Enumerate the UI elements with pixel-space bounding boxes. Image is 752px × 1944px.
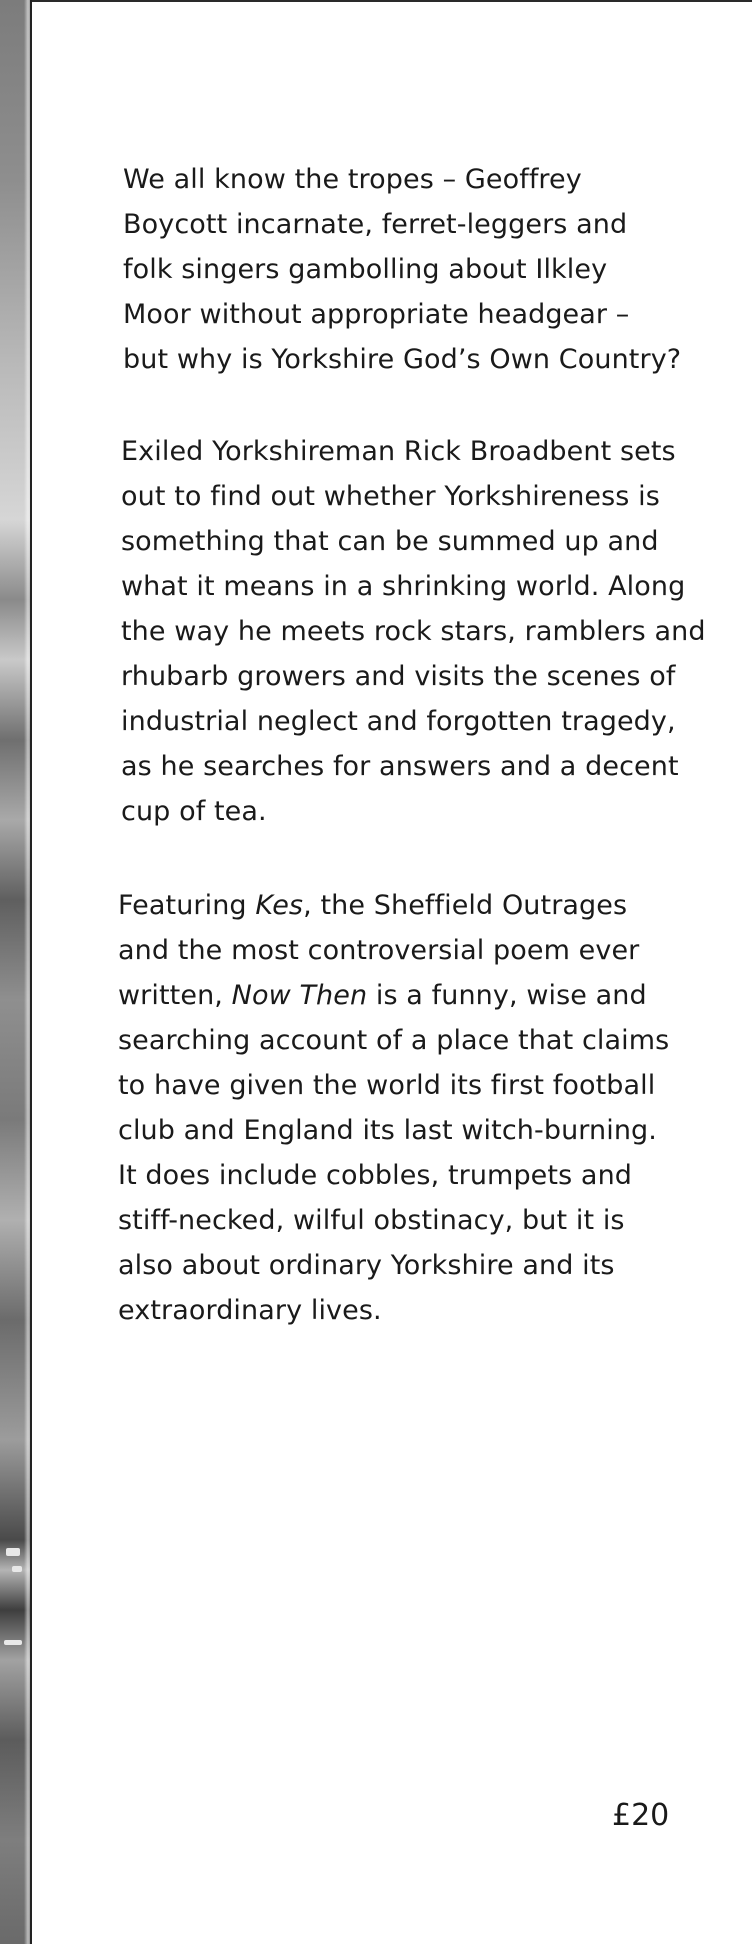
text-line: extraordinary lives. xyxy=(118,1295,382,1326)
text-line: Exiled Yorkshireman Rick Broadbent sets xyxy=(121,436,676,467)
text-segment: , the Sheffield Outrages xyxy=(303,890,628,921)
text-line: stiff-necked, wilful obstinacy, but it is xyxy=(118,1205,625,1236)
text-line: industrial neglect and forgotten tragedy, xyxy=(121,706,676,737)
text-line: Moor without appropriate headgear – xyxy=(123,299,630,330)
text-line: We all know the tropes – Geoffrey xyxy=(123,164,582,195)
text-line xyxy=(118,883,669,928)
text-line: out to find out whether Yorkshireness is xyxy=(121,481,660,512)
text-line: also about ordinary Yorkshire and its xyxy=(118,1250,615,1281)
text-line: what it means in a shrinking world. Along xyxy=(121,571,686,602)
text-line: It does include cobbles, trumpets and xyxy=(118,1160,633,1191)
text-line: something that can be summed up and xyxy=(121,526,659,557)
text-segment: written, xyxy=(118,980,232,1011)
italic-title-now-then: Now Then xyxy=(231,980,368,1011)
italic-title-kes: Kes xyxy=(255,890,304,921)
text-segment: is a funny, wise and xyxy=(367,980,647,1011)
text-line: rhubarb growers and visits the scenes of xyxy=(121,661,676,692)
blurb-paragraph-2 xyxy=(121,429,706,834)
text-segment: Featuring xyxy=(118,890,256,921)
text-line: and the most controversial poem ever xyxy=(118,935,640,966)
text-line: folk singers gambolling about Ilkley xyxy=(123,254,608,285)
text-line: the way he meets rock stars, ramblers and xyxy=(121,616,706,647)
price-label: £20 xyxy=(612,1798,670,1833)
text-line: cup of tea. xyxy=(121,796,267,827)
text-line xyxy=(118,973,669,1018)
blurb-paragraph-3 xyxy=(118,883,669,1333)
text-line: club and England its last witch-burning. xyxy=(118,1115,657,1146)
text-line: as he searches for answers and a decent xyxy=(121,751,679,782)
text-line: but why is Yorkshire God’s Own Country? xyxy=(123,344,682,375)
text-line: to have given the world its first football xyxy=(118,1070,656,1101)
blurb-paragraph-1 xyxy=(123,157,681,382)
text-line: Boycott incarnate, ferret-leggers and xyxy=(123,209,628,240)
text-line: searching account of a place that claims xyxy=(118,1025,670,1056)
